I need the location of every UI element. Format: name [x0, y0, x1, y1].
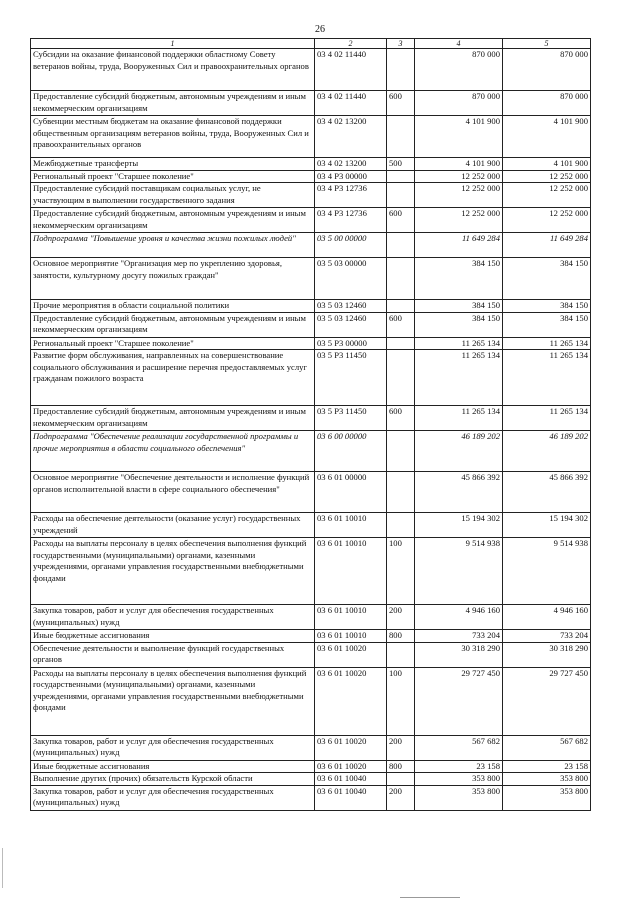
table-row	[31, 785, 591, 810]
row-sum-1-cell: 353 800	[415, 773, 503, 786]
row-name-cell: Выполнение других (прочих) обязательств Курской области	[31, 773, 315, 786]
row-name-cell: Субвенции местным бюджетам на оказание финансовой поддержки общественным организациям ветеранов войны, труда, Вооруженных Сил и правоохранительных органов	[31, 116, 315, 158]
row-expense-type-cell	[387, 170, 415, 183]
scan-edge-line	[2, 848, 3, 888]
row-name-cell: Межбюджетные трансферты	[31, 158, 315, 171]
row-sum-2-cell: 384 150	[503, 312, 591, 337]
row-sum-2-cell: 384 150	[503, 300, 591, 313]
row-name-cell: Закупка товаров, работ и услуг для обеспечения государственных (муниципальных) нужд	[31, 605, 315, 630]
row-name-cell: Основное мероприятие "Организация мер по укреплению здоровья, занятости, культурному досугу пожилых граждан"	[31, 258, 315, 300]
row-name-cell: Субсидии на оказание финансовой поддержки областному Совету ветеранов войны, труда, Вооруженных Сил и правоохранительных органов	[31, 49, 315, 91]
row-expense-type-cell	[387, 233, 415, 258]
row-sum-1-cell: 29 727 450	[415, 667, 503, 735]
row-name-cell: Расходы на выплаты персоналу в целях обеспечения выполнения функций государственными (муниципальными) органами, казенными учреждениями, органами управления государственными внебюджетными фондами	[31, 667, 315, 735]
row-name-cell: Предоставление субсидий бюджетным, автономным учреждениям и иным некоммерческим организациям	[31, 406, 315, 431]
row-sum-2-cell: 870 000	[503, 49, 591, 91]
table-row	[31, 605, 591, 630]
row-code-cell: 03 6 01 10020	[315, 735, 387, 760]
row-sum-2-cell: 384 150	[503, 258, 591, 300]
table-row	[31, 312, 591, 337]
row-sum-1-cell: 870 000	[415, 49, 503, 91]
row-sum-1-cell: 384 150	[415, 258, 503, 300]
budget-table	[30, 38, 591, 811]
row-code-cell: 03 5 00 00000	[315, 233, 387, 258]
row-code-cell: 03 5 03 12460	[315, 312, 387, 337]
row-expense-type-cell	[387, 183, 415, 208]
row-sum-1-cell: 4 101 900	[415, 116, 503, 158]
row-expense-type-cell	[387, 642, 415, 667]
row-expense-type-cell: 100	[387, 667, 415, 735]
row-expense-type-cell: 600	[387, 406, 415, 431]
row-sum-1-cell: 12 252 000	[415, 170, 503, 183]
row-code-cell: 03 6 01 10040	[315, 773, 387, 786]
table-row	[31, 472, 591, 513]
row-name-cell: Региональный проект "Старшее поколение"	[31, 170, 315, 183]
row-code-cell: 03 6 01 10010	[315, 538, 387, 605]
table-row	[31, 667, 591, 735]
table-row	[31, 49, 591, 91]
row-code-cell: 03 5 03 00000	[315, 258, 387, 300]
row-sum-1-cell: 23 158	[415, 760, 503, 773]
table-row	[31, 300, 591, 313]
row-sum-2-cell: 23 158	[503, 760, 591, 773]
row-sum-2-cell: 11 265 134	[503, 406, 591, 431]
table-row	[31, 642, 591, 667]
row-sum-2-cell: 870 000	[503, 91, 591, 116]
table-row	[31, 538, 591, 605]
row-name-cell: Предоставление субсидий бюджетным, автономным учреждениям и иным некоммерческим организациям	[31, 208, 315, 233]
row-code-cell: 03 4 P3 00000	[315, 170, 387, 183]
table-row	[31, 760, 591, 773]
row-expense-type-cell	[387, 472, 415, 513]
row-expense-type-cell: 500	[387, 158, 415, 171]
row-expense-type-cell	[387, 300, 415, 313]
column-header-code: 2	[315, 39, 387, 49]
column-header-sum-2: 5	[503, 39, 591, 49]
row-expense-type-cell	[387, 49, 415, 91]
row-code-cell: 03 4 P3 12736	[315, 208, 387, 233]
row-code-cell: 03 6 01 10010	[315, 513, 387, 538]
row-code-cell: 03 6 01 00000	[315, 472, 387, 513]
row-name-cell: Предоставление субсидий бюджетным, автономным учреждениям и иным некоммерческим организациям	[31, 91, 315, 116]
row-code-cell: 03 5 P3 00000	[315, 337, 387, 350]
table-row	[31, 91, 591, 116]
row-name-cell: Закупка товаров, работ и услуг для обеспечения государственных (муниципальных) нужд	[31, 785, 315, 810]
table-row	[31, 258, 591, 300]
row-expense-type-cell	[387, 337, 415, 350]
row-sum-2-cell: 9 514 938	[503, 538, 591, 605]
table-row	[31, 233, 591, 258]
page-number: 26	[315, 24, 325, 35]
row-name-cell: Расходы на выплаты персоналу в целях обеспечения выполнения функций государственными (муниципальными) органами, казенными учреждениями, органами управления государственными внебюджетными фондами	[31, 538, 315, 605]
table-row	[31, 208, 591, 233]
row-code-cell: 03 6 01 10040	[315, 785, 387, 810]
row-sum-1-cell: 12 252 000	[415, 183, 503, 208]
row-expense-type-cell: 800	[387, 630, 415, 643]
row-code-cell: 03 5 P3 11450	[315, 406, 387, 431]
row-code-cell: 03 6 01 10010	[315, 605, 387, 630]
row-code-cell: 03 5 P3 11450	[315, 350, 387, 406]
row-code-cell: 03 4 02 11440	[315, 91, 387, 116]
row-expense-type-cell	[387, 513, 415, 538]
column-number-row	[31, 39, 591, 49]
row-sum-1-cell: 384 150	[415, 300, 503, 313]
row-sum-1-cell: 11 265 134	[415, 406, 503, 431]
table-row	[31, 735, 591, 760]
row-name-cell: Закупка товаров, работ и услуг для обеспечения государственных (муниципальных) нужд	[31, 735, 315, 760]
row-sum-1-cell: 11 265 134	[415, 350, 503, 406]
table-row	[31, 183, 591, 208]
row-name-cell: Расходы на обеспечение деятельности (оказание услуг) государственных учреждений	[31, 513, 315, 538]
row-sum-2-cell: 11 265 134	[503, 350, 591, 406]
row-name-cell: Предоставление субсидий поставщикам социальных услуг, не участвующим в выполнении государственного задания	[31, 183, 315, 208]
row-sum-1-cell: 567 682	[415, 735, 503, 760]
row-expense-type-cell: 100	[387, 538, 415, 605]
column-header-name: 1	[31, 39, 315, 49]
row-sum-2-cell: 30 318 290	[503, 642, 591, 667]
table-row	[31, 170, 591, 183]
table-row	[31, 630, 591, 643]
row-sum-2-cell: 12 252 000	[503, 170, 591, 183]
table-row	[31, 513, 591, 538]
row-expense-type-cell: 600	[387, 312, 415, 337]
row-code-cell: 03 4 02 11440	[315, 49, 387, 91]
table-row	[31, 773, 591, 786]
row-code-cell: 03 4 02 13200	[315, 116, 387, 158]
row-code-cell: 03 5 03 12460	[315, 300, 387, 313]
row-name-cell: Прочие мероприятия в области социальной политики	[31, 300, 315, 313]
row-name-cell: Подпрограмма "Обеспечение реализации государственной программы и прочие мероприятия в области социального обеспечения"	[31, 431, 315, 472]
table-row	[31, 116, 591, 158]
row-sum-2-cell: 4 101 900	[503, 116, 591, 158]
row-sum-2-cell: 29 727 450	[503, 667, 591, 735]
scan-bottom-mark	[400, 897, 460, 898]
row-sum-1-cell: 353 800	[415, 785, 503, 810]
row-code-cell: 03 6 01 10020	[315, 760, 387, 773]
row-sum-2-cell: 353 800	[503, 785, 591, 810]
row-sum-1-cell: 15 194 302	[415, 513, 503, 538]
table-row	[31, 350, 591, 406]
row-sum-1-cell: 12 252 000	[415, 208, 503, 233]
row-expense-type-cell	[387, 350, 415, 406]
row-sum-2-cell: 733 204	[503, 630, 591, 643]
row-sum-2-cell: 15 194 302	[503, 513, 591, 538]
row-code-cell: 03 6 01 10010	[315, 630, 387, 643]
row-sum-2-cell: 45 866 392	[503, 472, 591, 513]
row-sum-2-cell: 4 101 900	[503, 158, 591, 171]
row-name-cell: Предоставление субсидий бюджетным, автономным учреждениям и иным некоммерческим организациям	[31, 312, 315, 337]
row-expense-type-cell	[387, 116, 415, 158]
row-expense-type-cell	[387, 258, 415, 300]
row-expense-type-cell	[387, 773, 415, 786]
row-name-cell: Иные бюджетные ассигнования	[31, 760, 315, 773]
row-code-cell: 03 6 01 10020	[315, 667, 387, 735]
row-sum-2-cell: 11 649 284	[503, 233, 591, 258]
row-name-cell: Иные бюджетные ассигнования	[31, 630, 315, 643]
row-sum-2-cell: 353 800	[503, 773, 591, 786]
row-sum-1-cell: 45 866 392	[415, 472, 503, 513]
row-sum-1-cell: 9 514 938	[415, 538, 503, 605]
row-sum-1-cell: 4 101 900	[415, 158, 503, 171]
table-row	[31, 406, 591, 431]
table-body	[31, 49, 591, 811]
row-sum-1-cell: 870 000	[415, 91, 503, 116]
column-header-sum-1: 4	[415, 39, 503, 49]
row-expense-type-cell: 600	[387, 208, 415, 233]
row-name-cell: Региональный проект "Старшее поколение"	[31, 337, 315, 350]
row-sum-1-cell: 30 318 290	[415, 642, 503, 667]
row-sum-2-cell: 4 946 160	[503, 605, 591, 630]
row-code-cell: 03 6 00 00000	[315, 431, 387, 472]
row-sum-1-cell: 11 265 134	[415, 337, 503, 350]
row-sum-1-cell: 46 189 202	[415, 431, 503, 472]
row-sum-2-cell: 12 252 000	[503, 183, 591, 208]
column-header-expense-type: 3	[387, 39, 415, 49]
row-name-cell: Развитие форм обслуживания, направленных на совершенствование социального обслуживания и расширение перечня предоставляемых услуг гражданам пожилого возраста	[31, 350, 315, 406]
row-sum-2-cell: 567 682	[503, 735, 591, 760]
row-sum-2-cell: 11 265 134	[503, 337, 591, 350]
row-expense-type-cell: 200	[387, 735, 415, 760]
row-expense-type-cell	[387, 431, 415, 472]
row-expense-type-cell: 200	[387, 785, 415, 810]
row-sum-1-cell: 11 649 284	[415, 233, 503, 258]
row-code-cell: 03 4 02 13200	[315, 158, 387, 171]
row-expense-type-cell: 600	[387, 91, 415, 116]
row-name-cell: Подпрограмма "Повышение уровня и качества жизни пожилых людей"	[31, 233, 315, 258]
table-row	[31, 431, 591, 472]
row-expense-type-cell: 800	[387, 760, 415, 773]
row-sum-1-cell: 733 204	[415, 630, 503, 643]
row-code-cell: 03 6 01 10020	[315, 642, 387, 667]
table-row	[31, 337, 591, 350]
row-sum-2-cell: 46 189 202	[503, 431, 591, 472]
row-expense-type-cell: 200	[387, 605, 415, 630]
row-name-cell: Обеспечение деятельности и выполнение функций государственных органов	[31, 642, 315, 667]
row-sum-1-cell: 384 150	[415, 312, 503, 337]
table-row	[31, 158, 591, 171]
row-name-cell: Основное мероприятие "Обеспечение деятельности и исполнение функций органов исполнительной власти в сфере социального обеспечения"	[31, 472, 315, 513]
row-sum-2-cell: 12 252 000	[503, 208, 591, 233]
row-sum-1-cell: 4 946 160	[415, 605, 503, 630]
row-code-cell: 03 4 P3 12736	[315, 183, 387, 208]
